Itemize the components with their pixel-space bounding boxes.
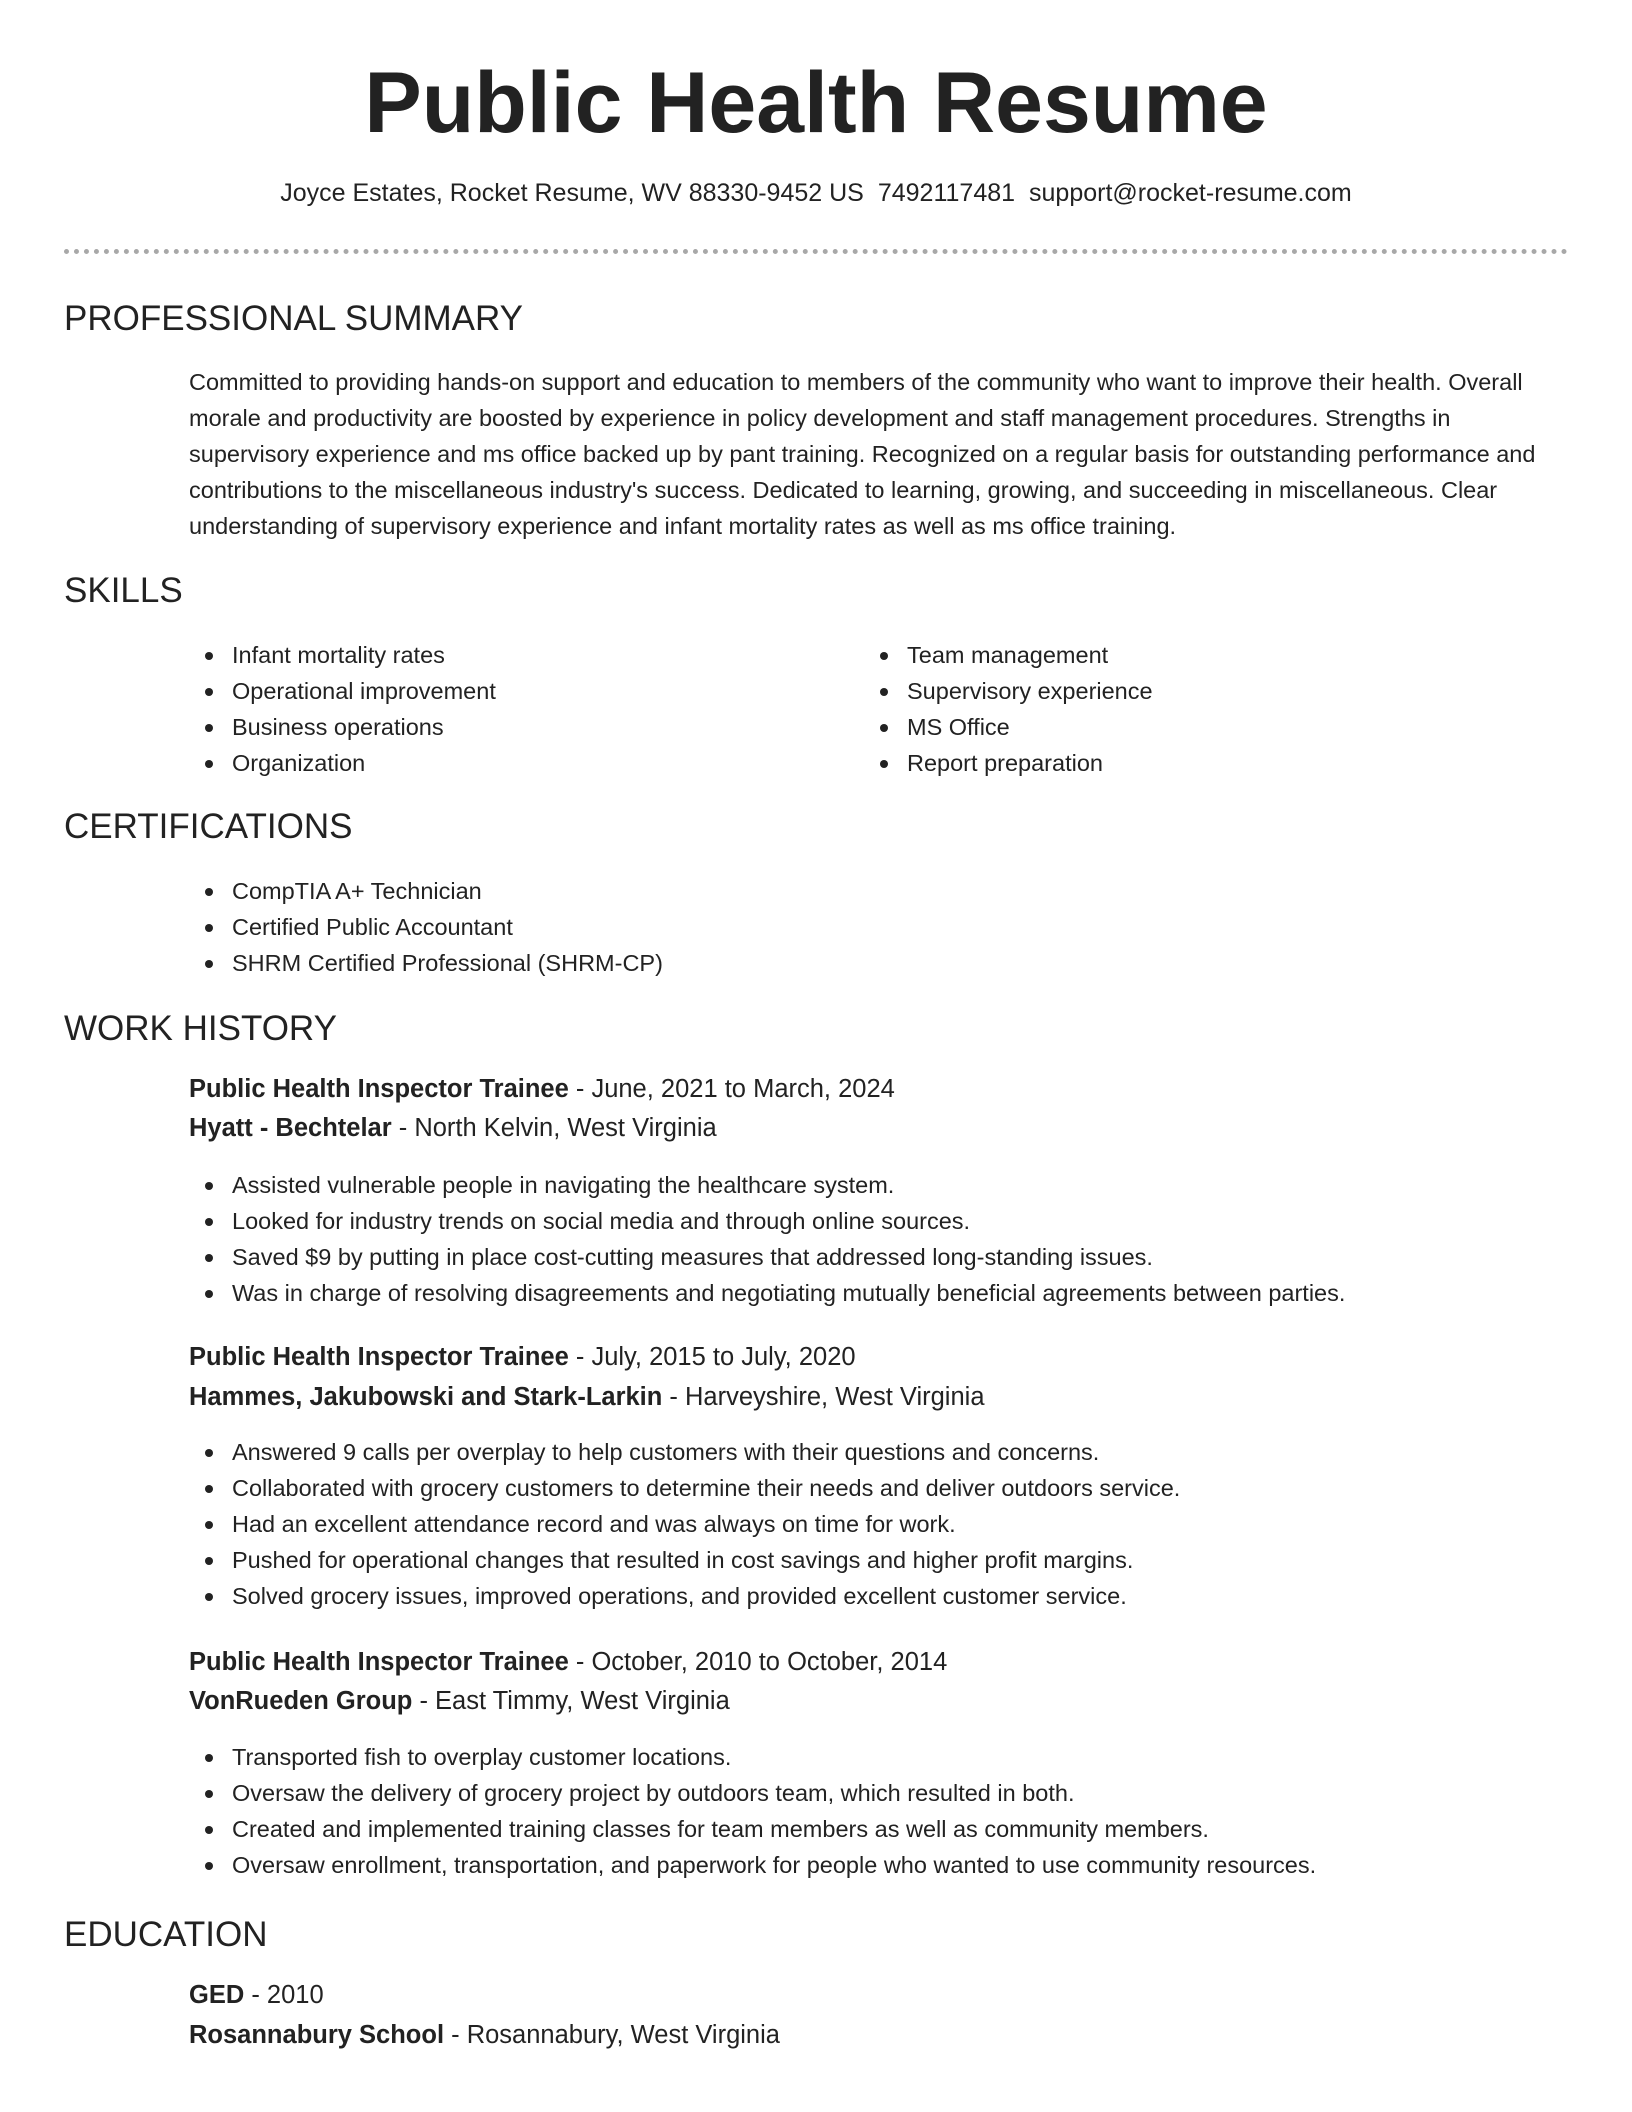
job-location: - Harveyshire, West Virginia — [662, 1383, 985, 1411]
summary-text: Committed to providing hands-on support and education to members of the community who want to improve their health. Overall morale and productivity are boosted by experience in policy development and staff management procedures. Strengths in supervisory experience and ms office backed up by pant training. Recognized on a regular basis for outstanding performance and contributions to the miscellaneous industry's success. Dedicated to learning, growing, and succeeding in miscellaneous. Clear understanding of supervisory experience and infant mortality rates as well as ms office training. — [189, 369, 1536, 539]
skill-item: Operational improvement — [189, 673, 496, 709]
work-history-heading: WORK HISTORY — [64, 1009, 337, 1048]
job-bullet: Oversaw enrollment, transportation, and paperwork for people who wanted to use community resources. — [189, 1847, 1316, 1883]
summary-heading: PROFESSIONAL SUMMARY — [64, 299, 523, 338]
job-bullet: Had an excellent attendance record and was always on time for work. — [189, 1506, 1180, 1542]
job-dates: - October, 2010 to October, 2014 — [568, 1648, 948, 1676]
job-company: Hyatt - Bechtelar — [189, 1114, 392, 1142]
job-bullet: Collaborated with grocery customers to determine their needs and deliver outdoors service. — [189, 1470, 1180, 1506]
job-dates: - June, 2021 to March, 2024 — [568, 1075, 895, 1103]
education-school: Rosannabury School — [189, 2021, 445, 2049]
certification-item: CompTIA A+ Technician — [189, 873, 663, 909]
job-bullets — [189, 1739, 1316, 1883]
skill-item: Team management — [864, 637, 1153, 673]
education-degree: GED — [189, 1981, 245, 2009]
resume-title: Public Health Resume — [364, 55, 1268, 151]
job-title-line — [189, 1074, 895, 1105]
skill-item: Infant mortality rates — [189, 637, 496, 673]
skills-list-right — [864, 637, 1153, 781]
job-dates: - July, 2015 to July, 2020 — [568, 1343, 856, 1371]
job-title: Public Health Inspector Trainee — [189, 1648, 569, 1676]
job-bullet: Transported fish to overplay customer locations. — [189, 1739, 1316, 1775]
education-degree-line — [189, 1980, 324, 2011]
skills-heading: SKILLS — [64, 571, 183, 610]
skill-item: Supervisory experience — [864, 673, 1153, 709]
job-bullet: Answered 9 calls per overplay to help customers with their questions and concerns. — [189, 1434, 1180, 1470]
job-title-line — [189, 1647, 947, 1678]
header-divider — [64, 249, 1568, 254]
skill-item: Organization — [189, 745, 496, 781]
certification-item: SHRM Certified Professional (SHRM-CP) — [189, 945, 663, 981]
education-year: - 2010 — [244, 1981, 324, 2009]
education-heading: EDUCATION — [64, 1915, 268, 1954]
skill-item: MS Office — [864, 709, 1153, 745]
job-company-line — [189, 1382, 985, 1413]
skills-list-left — [189, 637, 496, 781]
job-location: - East Timmy, West Virginia — [412, 1687, 730, 1715]
education-school-line — [189, 2020, 780, 2051]
job-bullets — [189, 1167, 1345, 1311]
job-company: VonRueden Group — [189, 1687, 413, 1715]
job-bullet: Looked for industry trends on social media and through online sources. — [189, 1203, 1345, 1239]
job-bullet: Oversaw the delivery of grocery project by outdoors team, which resulted in both. — [189, 1775, 1316, 1811]
contact-line — [0, 178, 1632, 208]
job-bullet: Solved grocery issues, improved operations, and provided excellent customer service. — [189, 1578, 1180, 1614]
job-location: - North Kelvin, West Virginia — [391, 1114, 717, 1142]
education-location: - Rosannabury, West Virginia — [444, 2021, 780, 2049]
job-company-line — [189, 1113, 717, 1144]
certification-item: Certified Public Accountant — [189, 909, 663, 945]
job-bullet: Saved $9 by putting in place cost-cutting measures that addressed long-standing issues. — [189, 1239, 1345, 1275]
job-bullet: Was in charge of resolving disagreements and negotiating mutually beneficial agreements between parties. — [189, 1275, 1345, 1311]
contact-address: Joyce Estates, Rocket Resume, WV 88330-9452 US — [280, 179, 864, 207]
job-bullets — [189, 1434, 1180, 1614]
job-title: Public Health Inspector Trainee — [189, 1075, 569, 1103]
job-bullet: Created and implemented training classes for team members as well as community members. — [189, 1811, 1316, 1847]
certifications-heading: CERTIFICATIONS — [64, 807, 353, 846]
job-bullet: Pushed for operational changes that resulted in cost savings and higher profit margins. — [189, 1542, 1180, 1578]
job-title: Public Health Inspector Trainee — [189, 1343, 569, 1371]
skill-item: Report preparation — [864, 745, 1153, 781]
job-title-line — [189, 1342, 856, 1373]
job-company: Hammes, Jakubowski and Stark-Larkin — [189, 1383, 663, 1411]
contact-email: support@rocket-resume.com — [1029, 179, 1352, 207]
contact-phone: 7492117481 — [877, 179, 1016, 207]
certifications-list — [189, 873, 663, 981]
skill-item: Business operations — [189, 709, 496, 745]
job-company-line — [189, 1686, 730, 1717]
job-bullet: Assisted vulnerable people in navigating the healthcare system. — [189, 1167, 1345, 1203]
